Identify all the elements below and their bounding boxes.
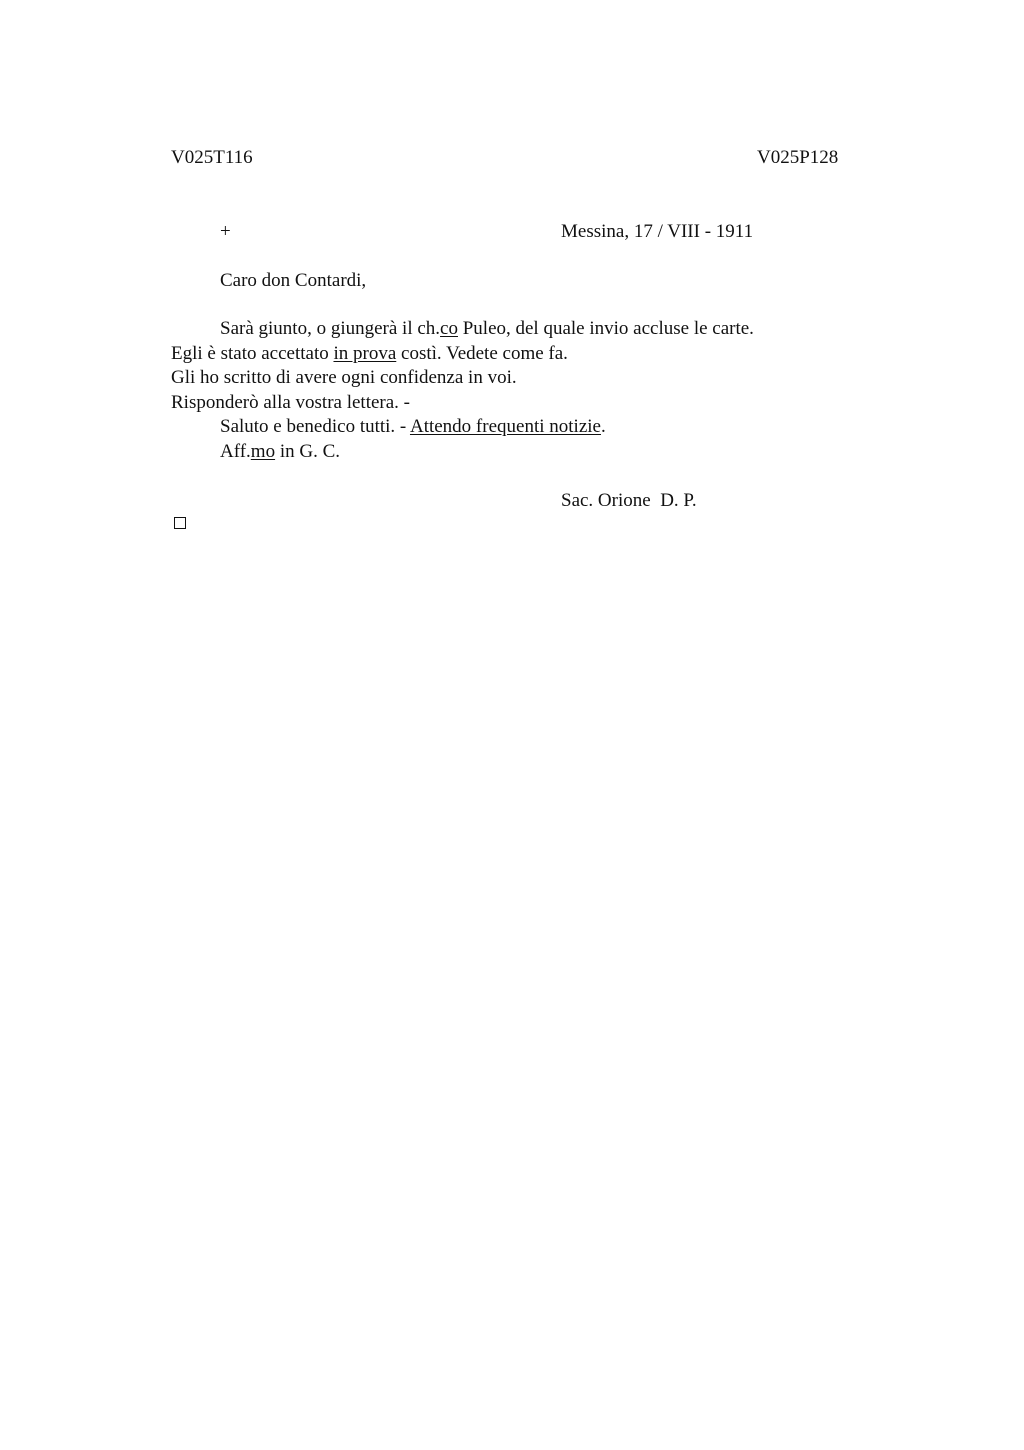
- paragraph-line-1: Sarà giunto, o giungerà il ch.co Puleo, del quale invio accluse le carte.: [220, 318, 754, 339]
- paragraph-line-5: Saluto e benedico tutti. - Attendo frequenti notizie.: [220, 416, 606, 437]
- salutation: Caro don Contardi,: [220, 270, 367, 291]
- closing-line: Aff.mo in G. C.: [220, 441, 341, 462]
- cross-symbol: +: [220, 221, 231, 242]
- signature: Sac. Orione D. P.: [561, 490, 697, 511]
- document-code-left: V025T116: [171, 147, 253, 168]
- paragraph-line-4: Risponderò alla vostra lettera. -: [171, 392, 411, 413]
- paragraph-line-3: Gli ho scritto di avere ogni confidenza in voi.: [171, 367, 517, 388]
- document-code-right: V025P128: [757, 147, 839, 168]
- place-date: Messina, 17 / VIII - 1911: [561, 221, 754, 242]
- paragraph-line-2: Egli è stato accettato in prova costì. Vedete come fa.: [171, 343, 568, 364]
- empty-box-icon: [174, 517, 186, 529]
